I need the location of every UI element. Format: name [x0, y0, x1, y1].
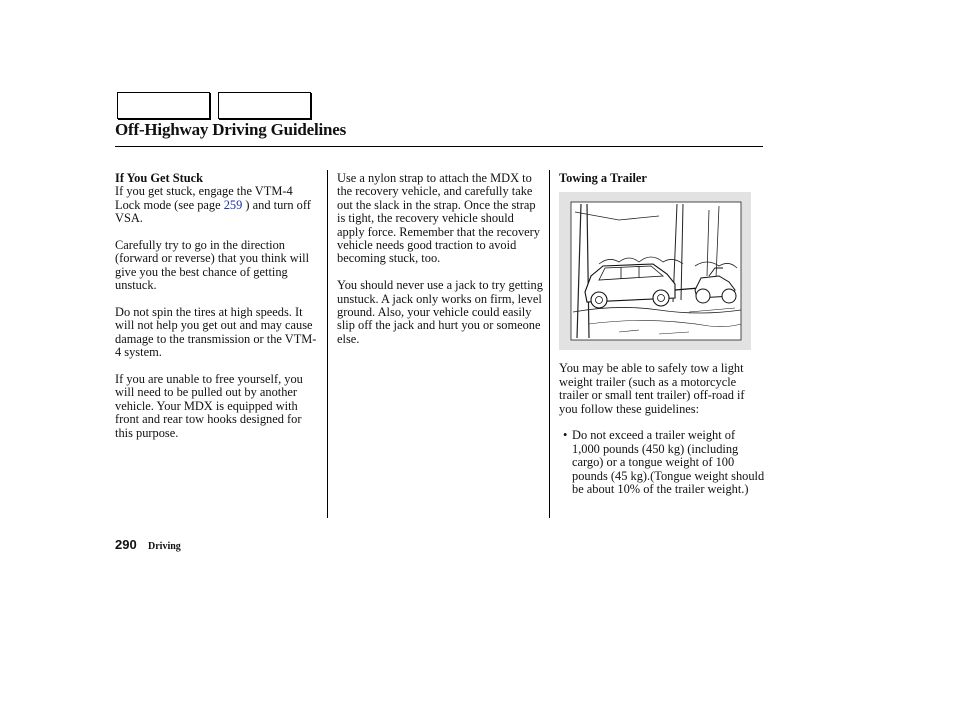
- paragraph: [115, 185, 319, 225]
- guidelines-list: [559, 429, 765, 496]
- column-divider: [549, 170, 550, 518]
- column-right: [559, 172, 765, 496]
- paragraph-text: ) and turn off VSA.: [115, 197, 311, 226]
- column-middle: [337, 172, 543, 360]
- page-title: Off-Highway Driving Guidelines: [115, 120, 347, 139]
- paragraph: Use a nylon strap to attach the MDX to the recovery vehicle, and carefully take out the slack in the strap. Once the strap is tight, the recovery vehicle should apply force. Remember that the recovery vehicle needs good traction to avoid becoming stuck, too.: [337, 171, 540, 266]
- paragraph: Do not spin the tires at high speeds. It will not help you get out and may cause damage to the transmission or the VTM-4 system.: [115, 305, 317, 360]
- nav-button-previous[interactable]: [117, 92, 210, 119]
- list-item: • Do not exceed a trailer weight of 1,000 pounds (450 kg) (including cargo) or a tongue weight of 100 pounds (45 kg).(Tongue weight should be about 10% of the trailer weight.): [559, 429, 765, 496]
- nav-button-next[interactable]: [218, 92, 311, 119]
- section-heading-if-you-get-stuck: If You Get Stuck: [115, 171, 204, 185]
- column-left: [115, 172, 319, 453]
- title-rule: [115, 146, 763, 147]
- towing-illustration: [559, 192, 751, 350]
- page-number: 290: [115, 537, 137, 552]
- section-label: Driving: [148, 541, 181, 552]
- paragraph: If you are unable to free yourself, you will need to be pulled out by another vehicle. Your MDX is equipped with front and rear tow hooks designed for this purpose.: [115, 372, 303, 440]
- paragraph-text: If you get stuck, engage the VTM-4 Lock mode (see page: [115, 184, 293, 212]
- section-heading-towing-a-trailer: Towing a Trailer: [559, 171, 647, 185]
- suv-being-towed-illustration: [559, 192, 751, 350]
- paragraph: You may be able to safely tow a light weight trailer (such as a motorcycle trailer or small tent trailer) off-road if you follow these guidelines:: [559, 361, 745, 416]
- column-divider: [327, 170, 328, 518]
- paragraph: You should never use a jack to try getting unstuck. A jack only works on firm, level ground. Also, your vehicle could easily slip off the jack and hurt you or someone else.: [337, 278, 543, 346]
- paragraph: Carefully try to go in the direction (forward or reverse) that you think will give you the best chance of getting unstuck.: [115, 238, 310, 293]
- page-link-259[interactable]: 259: [223, 197, 243, 212]
